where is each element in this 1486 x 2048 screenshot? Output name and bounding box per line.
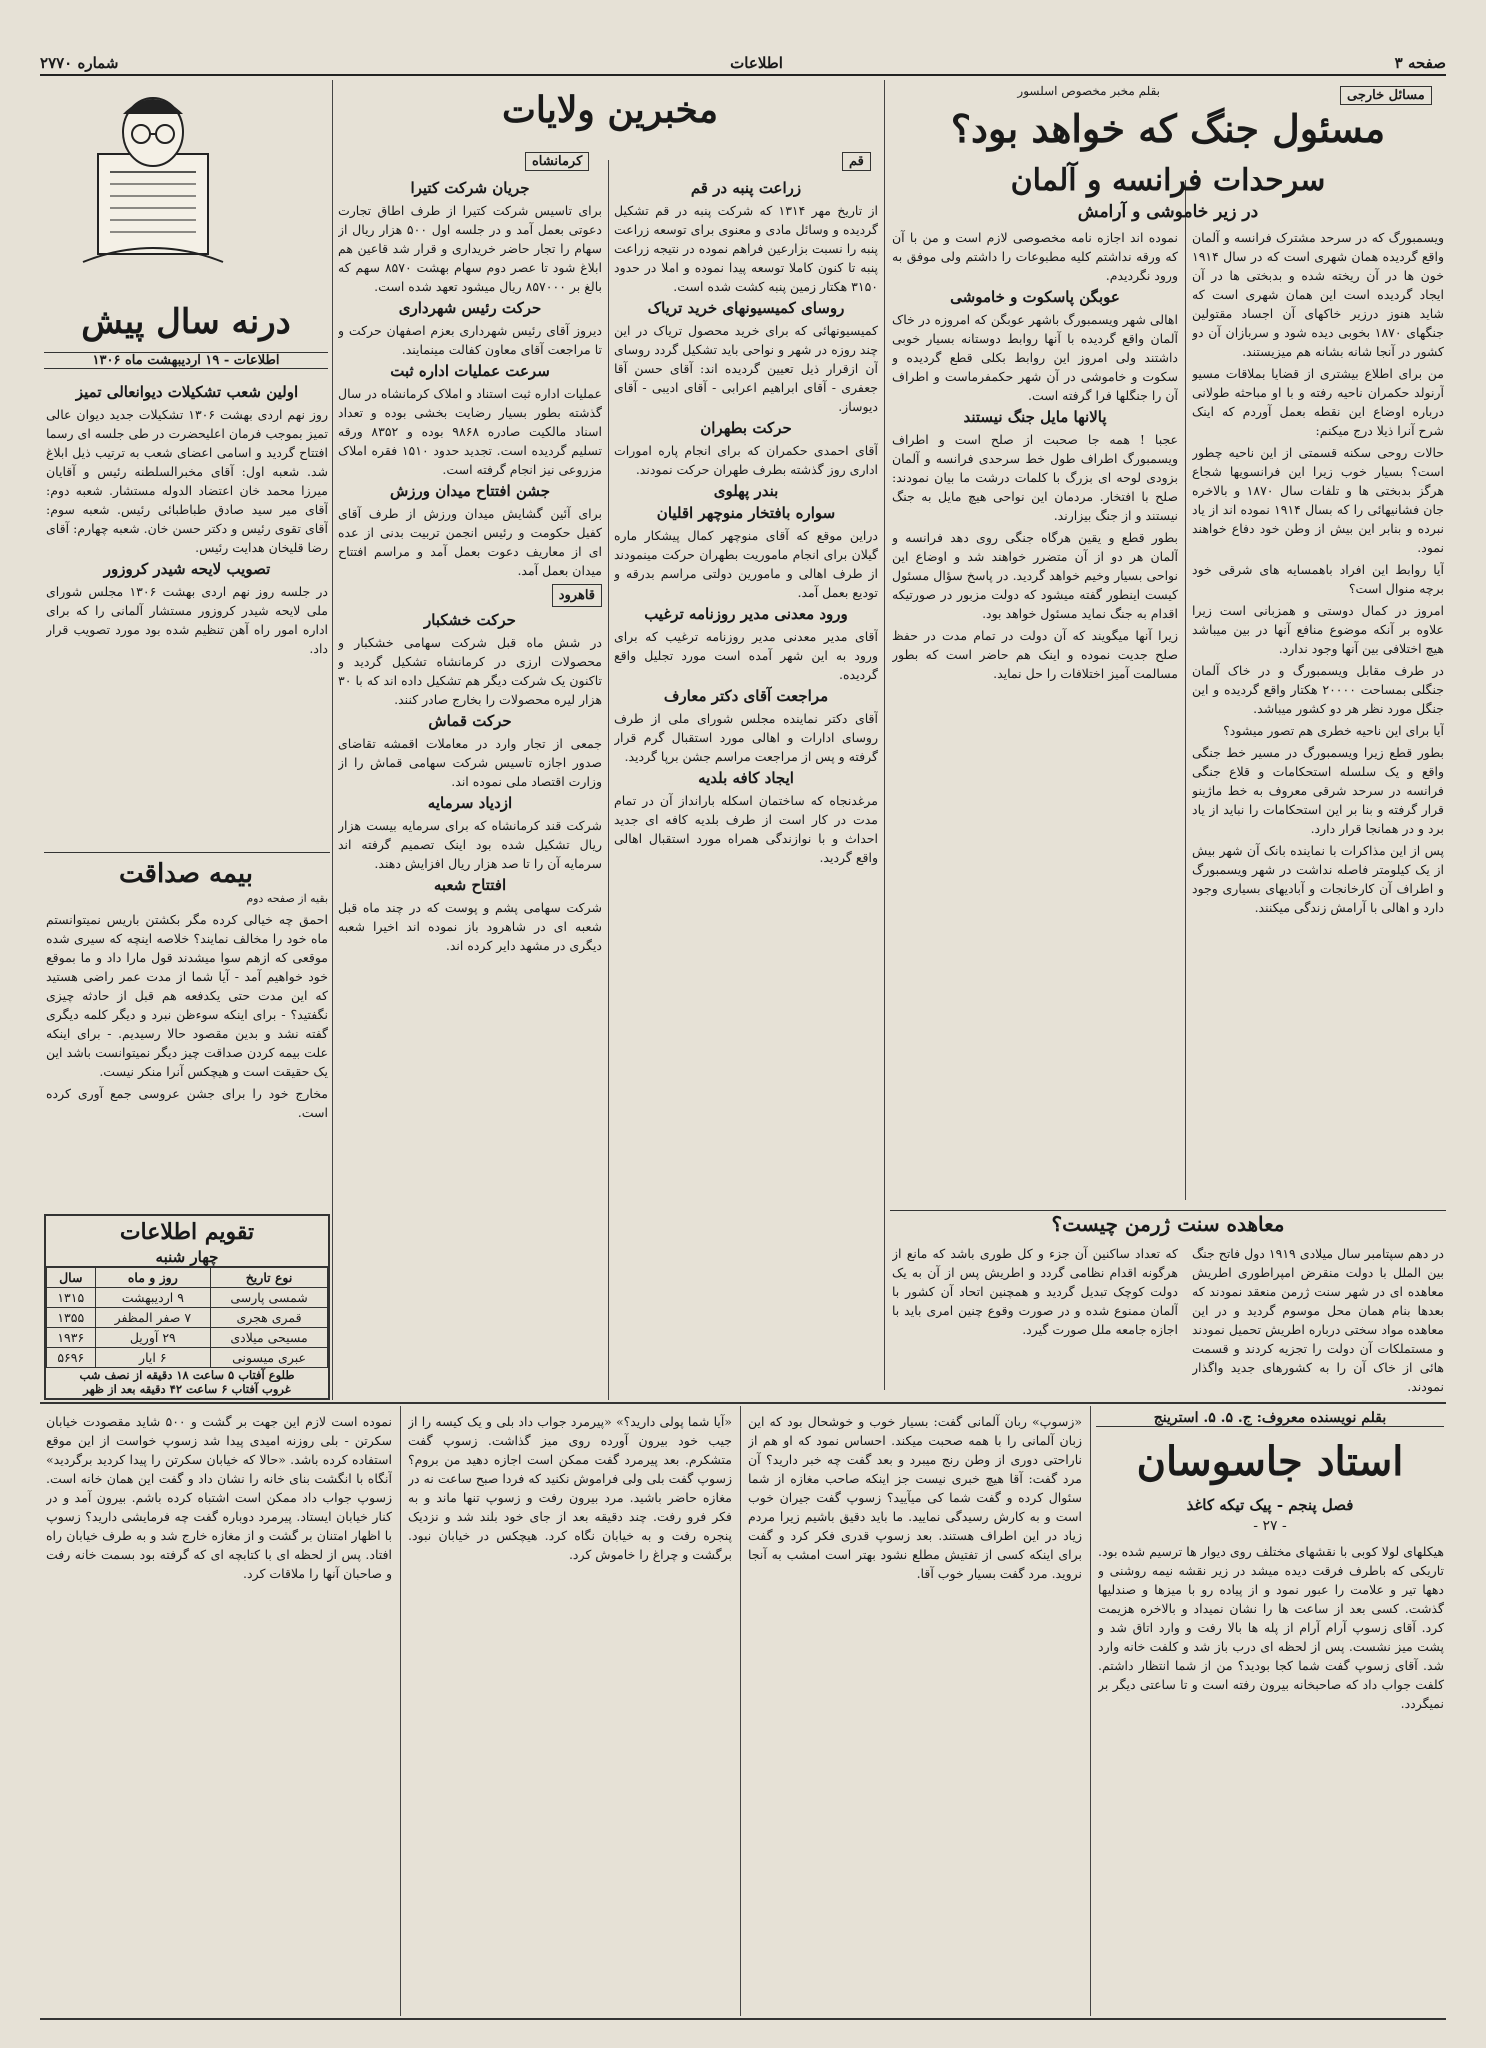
divider	[44, 852, 330, 853]
paragraph: شرکت قند کرمانشاه که برای سرمایه بیست هزار ریال تشکیل شده بود اینک تصمیم گرفته اند سرمایه آن را تا صد هزار ریال افزایش دهند.	[338, 818, 602, 871]
subheading: روسای کمیسیونهای خرید تریاک	[647, 299, 845, 317]
paragraph: مخارج خود را برای جشن عروسی جمع آوری کرده است.	[46, 1086, 328, 1120]
calendar-table	[46, 1267, 328, 1368]
subheadline: سرحدات فرانسه و آلمان	[1010, 163, 1326, 198]
paragraph: از تاریخ مهر ۱۳۱۴ که شرکت پنبه در قم تشکیل گردیده و وسائل مادی و معنوی برای توسعه زراعت پنبه را نسبت بزارعین فراهم نموده در نتیجه زراعت پنبه تا کنون کاملا توسعه پیدا نموده و املا در حدود ۳۱۵۰ هکتار زمین پنبه کشت شده است.	[614, 203, 878, 294]
paragraph: که تعداد ساکنین آن جزء و کل طوری باشد که مانع از هرگونه اقدام نظامی گردد و اطریش پس از آن به یک دولت کوچک تبدیل گردید و همچنین اتحاد آن کشور با آلمان ممنوع شده و در صورت وقوع چنین امری باید با اجازه جامعه ملل صورت گیرد.	[892, 1246, 1178, 1337]
cell: ۱۳۱۵	[47, 1288, 96, 1308]
paragraph: بطور قطع و یقین هرگاه جنگی روی دهد فرانسه و آلمان هر دو از آن متضرر خواهند شد و اوضاع این نواحی بسیار وخیم خواهد گردید. در پاسخ سؤال مسئول کیست اینطور گفته میشود که دولت مزبور در صورتیکه اقدام به جنگ نماید مسئول خواهد بود.	[892, 530, 1178, 621]
table-row	[47, 1308, 328, 1328]
foreign-column-2	[892, 228, 1178, 1228]
paragraph: برای آئین گشایش میدان ورزش از طرف آقای کفیل حکومت و رئیس انجمن تربیت بدنی از عده ای از معاریف دعوت بعمل آمد و مراسم افتتاح میدان بعمل آمد.	[338, 506, 602, 578]
headline: مسئول جنگ که خواهد بود؟	[950, 106, 1386, 151]
yesteryear-column	[46, 380, 328, 850]
insurance-subtitle: بقیه از صفحه دوم	[246, 892, 328, 905]
table-row	[47, 1348, 328, 1368]
paragraph: ویسمبورگ که در سرحد مشترک فرانسه و آلمان واقع گردیده همان شهری است که در سال ۱۹۱۴ خون ها در آن ریخته شده و بدبختی ها در آن ایجاد گردیده است این همان شهری است که شاید هنوز درزیر خاکهای آن اجساد مقتولین جنگهای ۱۸۷۰ بخوبی دیده شود و سربازان آن دو کشور در آنجا شانه بشانه هم میزیستند.	[1192, 230, 1444, 359]
paragraph: آقای دکتر نماینده مجلس شورای ملی از طرف روسای ادارات و اهالی مورد استقبال گرم قرار گرفته و پس از مراجعت مراسم جشن برپا گردید.	[614, 711, 878, 764]
subheading: تصویب لایحه شیدر کروزور	[103, 560, 271, 578]
yesteryear-title: درنه سال پیش	[81, 302, 291, 342]
versailles-headline: معاهده سنت ژرمن چیست؟	[1051, 1212, 1285, 1236]
qom-label: قم	[842, 150, 871, 171]
table-row	[47, 1328, 328, 1348]
subheading: جریان شرکت کتیرا	[410, 179, 530, 197]
subheading: سواره بافتخار منوچهر اقلیان	[656, 504, 836, 522]
paragraph: جمعی از تجار وارد در معاملات اقمشه تقاضای صدور اجازه تاسیس شرکت سهامی قماش را از وزارت اقتصاد ملی نموده اند.	[338, 736, 602, 789]
subheading: حرکت بطهران	[700, 419, 792, 437]
serial-column-2	[748, 1412, 1082, 2012]
calendar-header: روز و ماه	[95, 1268, 211, 1288]
cell: ۷ صفر المظفر	[95, 1308, 211, 1328]
serial-author: بقلم نویسنده معروف: ج. ۵. ۵. استرینج	[1096, 1410, 1444, 1427]
serial-column-1	[1098, 1542, 1444, 2012]
kermanshah-label: کرمانشاه	[525, 150, 589, 171]
calendar-header: نوع تاریخ	[211, 1268, 328, 1288]
subheading: اولین شعب تشکیلات دیوانعالی تمیز	[75, 383, 299, 401]
paragraph: عملیات اداره ثبت استناد و املاک کرمانشاه در سال گذشته بطور بسیار رضایت بخشی بوده و تعداد اسناد مالکیت صادره ۹۸۶۸ بوده و ۸۳۵۲ ورقه تسلیم گردیده است. تجدید حدود ۱۵۱۰ فقره املاک مزروعی نیز انجام گرفته است.	[338, 386, 602, 477]
paragraph: در جلسه روز نهم اردی بهشت ۱۳۰۶ مجلس شورای ملی لایحه شیدر کروزور مستشار آلمانی را که برای اداره امور راه آهن تنظیم شده بود مورد تصویب قرار داد.	[46, 584, 328, 656]
paragraph: نموده اند اجازه نامه مخصوصی لازم است و من با آن که ورقه نداشتم کلیه مطبوعات را داشتم ولی موفق به ورود نگردیدم.	[892, 230, 1178, 283]
divider	[332, 80, 333, 1400]
cell: مسیحی میلادی	[211, 1328, 328, 1348]
paragraph: برای تاسیس شرکت کتیرا از طرف اطاق تجارت دعوتی بعمل آمد و در جلسه اول ۵۰۰ هزار ریال از سهام را تجار حاضر خریداری و قرار شد قاعین هم ابلاغ شود تا عصر دوم سهام بهشت ۸۵۷۰ سهم که بالغ بر ۸۵۷۰۰۰ ریال میشود تعهد شده است.	[338, 203, 602, 294]
subheading: مراجعت آقای دکتر معارف	[663, 687, 829, 705]
paragraph: کمیسیونهائی که برای خرید محصول تریاک در این چند روزه در شهر و نواحی باید تشکیل گردد روسای آن ازقرار ذیل تعیین گردیده اند: آقای حسن آقا جعفری - آقای ابراهیم اعرابی - آقای ادیبی - آقای دیوساز.	[614, 323, 878, 414]
qahrud-label: قاهرود	[552, 584, 602, 607]
serial-number: - ۲۷ -	[1253, 1518, 1287, 1534]
cell: شمسی پارسی	[211, 1288, 328, 1308]
divider	[1185, 180, 1186, 1200]
subheading: عوبگن پاسکوت و خاموشی	[950, 288, 1120, 306]
page-header	[40, 52, 1446, 76]
subheading: ازدیاد سرمایه	[427, 794, 513, 812]
versailles-column-2	[892, 1244, 1178, 1394]
cell: ۹ اردیبهشت	[95, 1288, 211, 1308]
serial-title: استاد جاسوسان	[1136, 1438, 1404, 1485]
insurance-column	[46, 910, 328, 1210]
subheading: حرکت رئیس شهرداری	[398, 299, 542, 317]
calendar-header: سال	[47, 1268, 96, 1288]
calendar-day: چهار شنبه	[46, 1248, 328, 1267]
byline: بقلم مخبر مخصوص اسلسور	[1017, 84, 1160, 98]
cell: ۲۹ آوریل	[95, 1328, 211, 1348]
subheading: ایجاد کافه بلدیه	[698, 769, 794, 787]
foreign-column-1	[1192, 228, 1444, 1240]
paragraph: در دهم سپتامبر سال میلادی ۱۹۱۹ دول فاتح جنگ بین الملل با دولت منقرض امپراطوری اطریش معاهده ای در شهر سنت ژرمن منعقد نمودند که بعدها بنام همان محل موسوم گردید و در این معاهده مواد سختی درباره اطریش تحمیل نمودند و مستملکات آن دولت را تجزیه کردند و قسمت هائی از خاک آن را به کشورهای جدید واگذار نمودند.	[1192, 1246, 1444, 1394]
divider	[1090, 1406, 1091, 2016]
paragraph: آیا برای این ناحیه خطری هم تصور میشود؟	[1223, 723, 1444, 738]
divider	[40, 2018, 1446, 2020]
qom-column	[614, 176, 878, 1396]
table-row	[47, 1288, 328, 1308]
cell: ۵۶۹۶	[47, 1348, 96, 1368]
paragraph: احمق چه خیالی کرده مگر بکشتن باریس نمیتوانستم ماه خود را مخالف نمایند؟ خلاصه اینچه که سیری شده موقعی که ازهم سوا میشدند قول مارا داد و ما بموقع خود خواهیم آمد - آیا شما از مدت عمر راضی هستید که این مدت حتی یکدفعه هم قبل از حادثه چیزی نگفتید؟ - برای اینکه سوءظن نبرد و دیگر کلمه دیگری گفته نشد و بدین مقصود حالا رسیدیم. - برای اینکه علت بیمه کردن صداقت چیز دیگر نمیتوانست باشد این یک حقیقت است و هیچکس آنرا منکر نیست.	[46, 912, 328, 1079]
kermanshah-column	[338, 176, 602, 1396]
subheading: بندر پهلوی	[713, 482, 779, 500]
paragraph: بطور قطع زیرا ویسمبورگ در مسیر خط جنگی واقع و یک سلسله استحکامات و قلاع جنگی فرانسه در سرحد شرقی معروف به خط ماژینو قرار گرفته و بنا بر این استحکامات را نباید از یاد برد و در همانجا قرار دارد.	[1192, 745, 1444, 836]
paragraph: آیا روابط این افراد باهمسایه های شرقی خود برچه منوال است؟	[1192, 562, 1444, 596]
paragraph: دیروز آقای رئیس شهرداری بعزم اصفهان حرکت و تا مراجعت آقای معاون کفالت مینمایند.	[338, 323, 602, 357]
paragraph: زیرا آنها میگویند که آن دولت در تمام مدت در حفظ صلح جدیت نموده و اینک هم حاضر است که بطور مسالمت آمیز اختلافات را حل نماید.	[892, 628, 1178, 681]
subheadline-2: در زیر خاموشی و آرامش	[1077, 202, 1259, 222]
paragraph: شرکت سهامی پشم و پوست که در چند ماه قبل شعبه ای در شاهرود باز نموده اند اخیرا شعبه دیگری در مشهد دایر کرده اند.	[338, 900, 602, 953]
paragraph: عجبا ! همه جا صحبت از صلح است و اطراف ویسمبورگ اطراف طول خط سرحدی فرانسه و آلمان بزودی لوحه ای بزرگ با کلمات درشت ما بیان نمودند: صلح با افتخار. مردمان این نواحی هیچ مایل به جنگ نیستند و از جنگ بیزارند.	[892, 432, 1178, 523]
subheading: جشن افتتاح میدان ورزش	[389, 482, 551, 500]
divider	[608, 160, 609, 1400]
paragraph: هیکلهای لولا کوبی با نقشهای مختلف روی دیوار ها ترسیم شده بود. تاریکی که باطرف فرقت دیده میشد در زیر نقشه نیمه روشنی و دهها تیر و علامت را عبور نمود و از پیاده رو با میزها و صندلیها گذشت. کسی بعد از ساعت ها را نشان نمیداد و بالاخره هزیمت کرد. آقای زسوپ آرام آرام از پله ها بالا رفت و وارد اتاق شد و پشت میز نشست. پس از لحظه ای درب باز شد و کلفت خانه وارد شد. آقای زسوپ گفت شما کجا بودید؟ من از شما انتظار داشتم. کلفت جواب داد که صاحبخانه بیرون رفته است و تا ساعتی دیگر بر نمیگردد.	[1098, 1544, 1444, 1711]
paragraph: حالات روحی سکنه قسمتی از این ناحیه چطور است؟ بسیار خوب زیرا این فرانسویها شجاع هرگز بدبختی ها و تلفات سال ۱۸۷۰ و بالاخره جان فشانیهائی را که بسال ۱۹۱۴ نموده اند از یاد نبرده و بنابر این بیش از وطن خود دفاع خواهند نمود.	[1192, 445, 1444, 555]
issue-number: شماره ۲۷۷۰	[40, 54, 119, 72]
divider	[890, 1210, 1446, 1211]
paragraph: من برای اطلاع بیشتری از قضایا بملاقات مسیو آرنولد حکمران ناحیه رفته و با او مباحثه طولانی درباره اوضاع این نقطه بعمل آوردم که اینک شرح آنرا ذیلا درج میکنم:	[1192, 366, 1444, 438]
serial-column-4	[46, 1412, 392, 2012]
cell: ۱۳۵۵	[47, 1308, 96, 1328]
paragraph: نموده است لازم این جهت بر گشت و ۵۰۰ شاید مقصودت خیابان سکرتن - بلی روزنه امیدی پیدا شد زسوپ خواست از این موقع استفاده کرده باشد. «حالا که خیابان سکرتن را پیدا کردید برگردید» آنگاه با انگشت بنای خانه را نشان داد و گفت این همان خانه است. زسوپ جواب داد ممکن است اشتباه کرده باشم. بیرون آمد و در کنار خیابان ایستاد. پیرمرد دوباره گفت چه فرمایشی دارید؟ زسوپ با اظهار امتنان بر گشت و از مغازه خارج شد و به طرف خیابان راه افتاد. پس از لحظه ای با کتابچه ای که گرفته بود بسمت خانه رفت و صاحبان آنها را ملاقات کرد.	[46, 1414, 392, 1581]
subheading: حرکت قماش	[428, 712, 512, 730]
paragraph: پس از این مذاکرات با نماینده بانک آن شهر بیش از یک کیلومتر فاصله نداشت در شهر ویسمبورگ و اطراف آن کارخانجات و آبادیهای بسیاری وجود دارد و اهالی با آرامش زندگی میکنند.	[1192, 843, 1444, 915]
subheading: پالانها مایل جنگ نیستند	[963, 408, 1107, 426]
cell: قمری هجری	[211, 1308, 328, 1328]
subheading: سرعت عملیات اداره ثبت	[390, 362, 550, 380]
cell: عبری میسونی	[211, 1348, 328, 1368]
paper-name: اطلاعات	[730, 54, 783, 72]
cell: ۶ ایار	[95, 1348, 211, 1368]
versailles-column-1	[1192, 1244, 1444, 1394]
sunset: غروب آفتاب ۶ ساعت ۴۲ دقیقه بعد از ظهر	[83, 1382, 291, 1396]
divider	[740, 1406, 741, 2016]
paragraph: روز نهم اردی بهشت ۱۳۰۶ تشکیلات جدید دیوان عالی تمیز بموجب فرمان اعلیحضرت در طی جلسه ای رسما افتتاح گردید و اسامی اعضای شعب به ترتیب ذیل ابلاغ شد. شعبه اول: آقای مخبرالسلطنه رئیس و آقایان میرزا محمد خان اعتضاد الدوله مستشار. شعبه دوم: آقای میر سید صادق طباطبائی رئیس. شعبه سوم: آقای تقوی رئیس و دکتر حسن خان. شعبه چهارم: آقای رضا قلیخان هدایت رئیس.	[46, 407, 328, 555]
subheading: افتتاح شعبه	[433, 876, 507, 894]
paragraph: «زسوپ» ربان آلمانی گفت: بسیار خوب و خوشحال بود که این زبان آلمانی را با همه صحبت میکند. احساس نمود که او هم از ناراحتی دوری از وطن رنج میبرد و بعد گفت چه خبر دارید؟ آن مرد گفت: آقا هیچ خبری نیست جز اینکه صاحب مغازه از شما سئوال کرده و گفت شما کی میآیید؟ زسوپ گفت جیران خوب است و به کارش رسیدگی نمایید. ما باید دقیق باشیم زیرا مردم زیاد در این اطراف هستند. بعد زسوپ قدری فکر کرد و گفت برای اینکه کسی از تفتیش مطلع نشود بهتر است امشب به آنجا نروید. مرد گفت بسیار خوب آقا.	[748, 1414, 1082, 1581]
section-label-foreign: مسائل خارجی	[1340, 84, 1444, 105]
calendar-title: تقویم اطلاعات	[119, 1219, 255, 1245]
yesteryear-date: اطلاعات - ۱۹ اردیبهشت ماه ۱۳۰۶	[44, 352, 328, 369]
paragraph: «آیا شما پولی دارید؟» «پیرمرد جواب داد بلی و یک کیسه را از جیب خود بیرون آورده روی میز گذاشت. زسوپ گفت متشکرم. بعد پیرمرد گفت ممکن است اجازه دهید من بروم؟ زسوپ گفت بلی ولی فراموش نکنید که فردا صبح ساعت نه در مغازه حاضر باشید. مرد بیرون رفت و زسوپ تنها ماند و به فکر فرو رفت. چند دقیقه بعد از جای خود بلند شد و نزدیک پنجره رفت و به خیابان نگاه کرد. هیچکس در خیابان نبود. برگشت و چراغ را خاموش کرد.	[408, 1414, 732, 1562]
page-number: صفحه ۳	[1394, 54, 1446, 72]
insurance-title: بیمه صداقت	[118, 859, 253, 889]
divider	[884, 80, 885, 1390]
sunrise: طلوع آفتاب ۵ ساعت ۱۸ دقیقه از نصف شب	[79, 1368, 295, 1382]
subheading: ورود معدنی مدیر روزنامه ترغیب	[644, 605, 848, 623]
paragraph: مرغدنجاه که ساختمان اسکله بارانداز آن در تمام مدت در کار است از طرف بلدیه کافه ای جدید احداث و با نوازندگی همراه مورد استقبال اهالی واقع گردید.	[614, 793, 878, 865]
paragraph: در طرف مقابل ویسمبورگ و در خاک آلمان جنگلی بمساحت ۲۰۰۰۰ هکتار واقع گردیده و این جنگل مورد نظر هر دو کشور میباشد.	[1192, 663, 1444, 716]
provinces-title: مخبرین ولایات	[502, 89, 718, 131]
divider	[400, 1406, 401, 2016]
paragraph: آقای احمدی حکمران که برای انجام پاره امورات اداری روز گذشته بطرف طهران حرکت نمودند.	[614, 443, 878, 477]
paragraph: در شش ماه قبل شرکت سهامی خشکبار و محصولات ارزی در کرمانشاه تشکیل گردید و تاکنون یک شرکت دیگر هم تشکیل داده اند که با ۳۰ هزار لیره محصولات را بخارج صادر کنند.	[338, 635, 602, 707]
cell: ۱۹۳۶	[47, 1328, 96, 1348]
serial-chapter: فصل پنجم - پیک تیکه کاغذ	[1186, 1496, 1354, 1514]
paragraph: آقای مدیر معدنی مدیر روزنامه ترغیب که برای ورود به این شهر آمده است مورد تجلیل واقع گردیده.	[614, 629, 878, 682]
paragraph: دراین موقع که آقای منوچهر کمال پیشکار ماره گیلان برای انجام ماموریت بطهران حرکت مینمودند از طرف اهالی و مامورین دولتی مراسم بدرقه و تودیع بعمل آمد.	[614, 528, 878, 600]
paragraph: اهالی شهر ویسمبورگ باشهر عوبگن که امروزه در خاک آلمان واقع گردیده با آنها روابط دوستانه بسیار خوبی داشتند ولی امروز این روابط بکلی قطع گردیده و سکوت و خاموشی در آن شهر حکمفرماست و اطراف آن را جنگلها فرا گرفته است.	[892, 312, 1178, 403]
subheading: حرکت خشکبار	[424, 611, 516, 629]
serial-column-3	[408, 1412, 732, 2012]
reader-illustration	[68, 84, 238, 274]
paragraph: امروز در کمال دوستی و همزبانی است زیرا علاوه بر آنکه موضوع منافع آنها در بین میباشد هیچ اختلافی بین آنها وجود ندارد.	[1192, 603, 1444, 656]
subheading: زراعت پنبه در قم	[690, 179, 802, 197]
divider	[40, 1402, 1446, 1404]
calendar-box	[44, 1214, 330, 1400]
